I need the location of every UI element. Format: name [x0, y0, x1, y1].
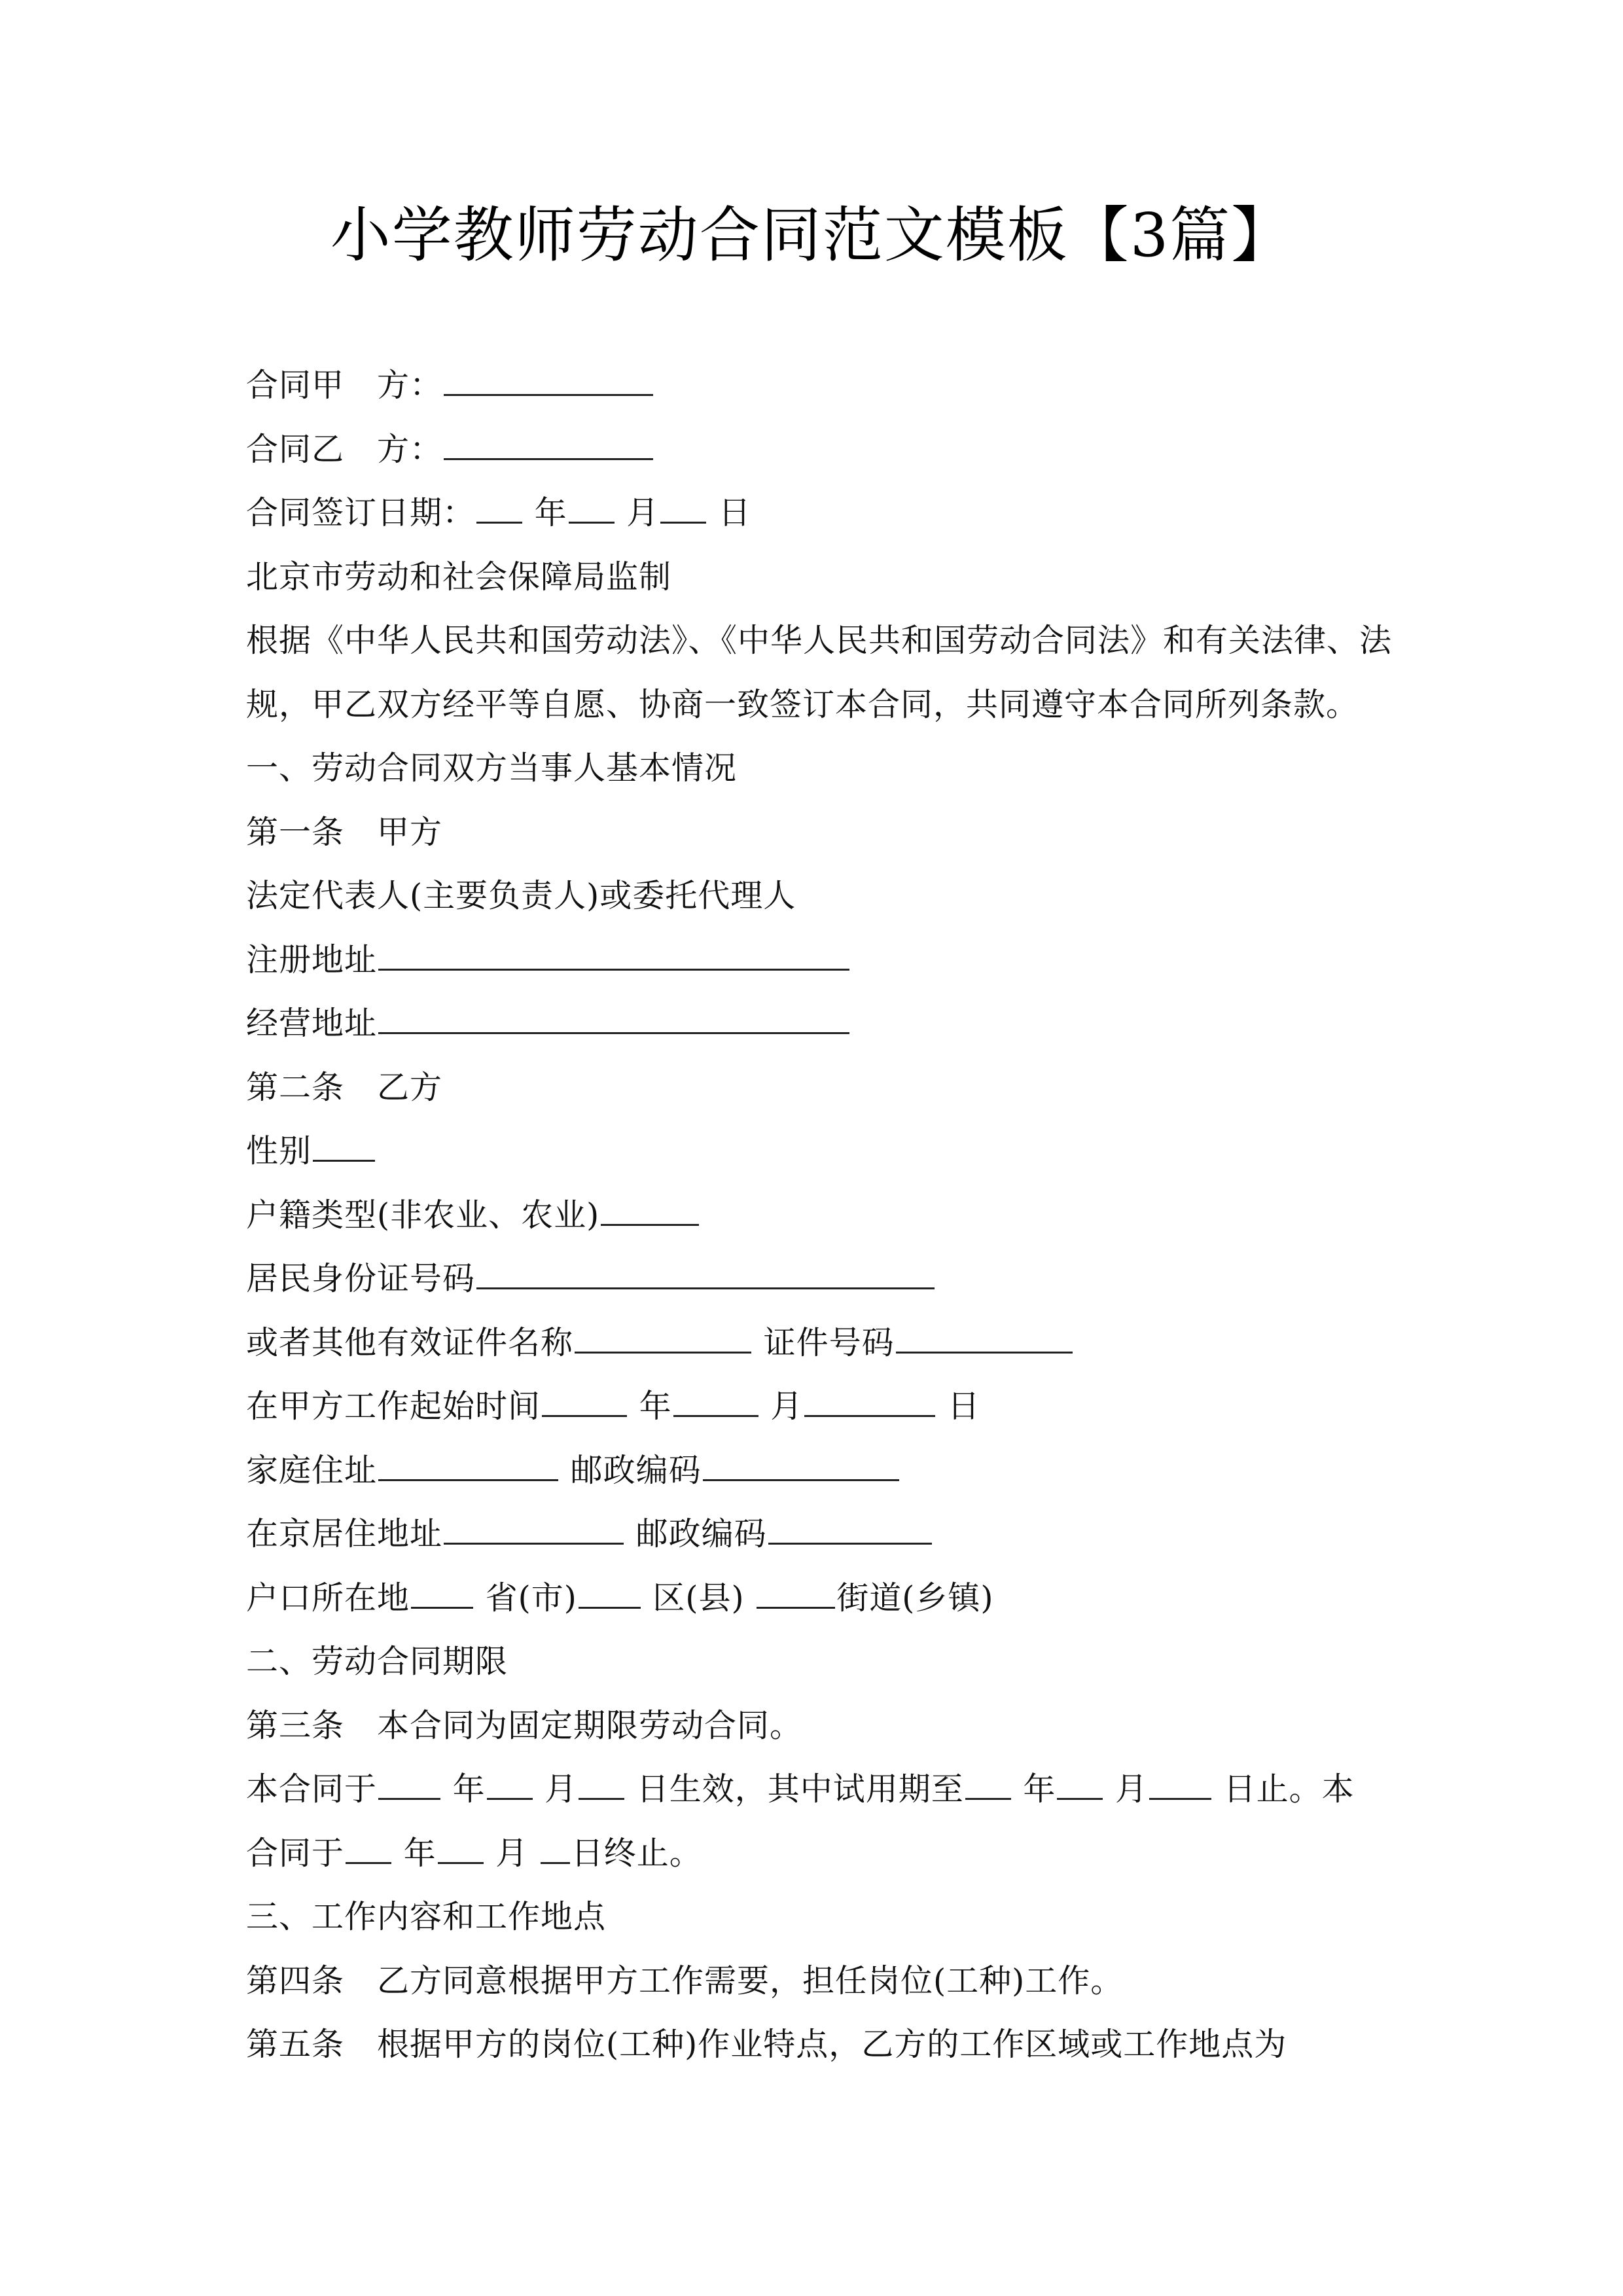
sign-day-blank[interactable] — [660, 495, 706, 524]
section-2-heading: 二、劳动合同期限 — [246, 1643, 508, 1680]
hukou-label: 户口所在地 — [246, 1579, 410, 1617]
year-label: 年 — [639, 1388, 672, 1425]
business-address-blank[interactable] — [378, 1006, 849, 1034]
registered-address-label: 注册地址 — [246, 941, 378, 978]
month-label: 月 — [544, 1770, 578, 1808]
other-id-line — [246, 1311, 1385, 1375]
start-month-blank[interactable] — [673, 1389, 758, 1417]
end-day-blank[interactable] — [541, 1836, 570, 1864]
end-date-line — [246, 1821, 1385, 1886]
section-1-heading: 一、劳动合同双方当事人基本情况 — [246, 749, 738, 787]
hukou-province-blank[interactable] — [411, 1581, 473, 1609]
beijing-address-line — [246, 1502, 1385, 1566]
effective-month-blank[interactable] — [487, 1772, 533, 1800]
id-number-blank[interactable] — [476, 1261, 935, 1289]
probation-end: 日止。本 — [1223, 1770, 1355, 1808]
home-postcode-blank[interactable] — [703, 1453, 899, 1481]
id-number-label: 居民身份证号码 — [246, 1260, 476, 1297]
party-b-blank[interactable] — [444, 432, 653, 460]
id-no-blank[interactable] — [896, 1325, 1073, 1354]
end-year-blank[interactable] — [346, 1836, 391, 1864]
registered-address-blank[interactable] — [378, 942, 849, 971]
sign-year-blank[interactable] — [476, 495, 522, 524]
preamble-line-2: 规，甲乙双方经平等自愿、协商一致签订本合同，共同遵守本合同所列条款。 — [246, 685, 1359, 723]
gender-line — [246, 1119, 1385, 1183]
document-body — [246, 353, 1393, 2077]
party-a-label: 合同甲 方： — [246, 367, 443, 404]
other-id-label: 或者其他有效证件名称 — [246, 1323, 574, 1361]
street-label: 街道(乡镇) — [836, 1579, 994, 1617]
other-id-blank[interactable] — [575, 1325, 751, 1354]
household-type-line — [246, 1183, 1385, 1247]
district-label: 区(县) — [652, 1579, 745, 1617]
end-prefix: 合同于 — [246, 1834, 345, 1872]
article-1: 第一条 甲方 — [246, 813, 443, 851]
start-time-label: 在甲方工作起始时间 — [246, 1388, 541, 1425]
article-5: 第五条 根据甲方的岗位(工种)作业特点，乙方的工作区域或工作地点为 — [246, 2026, 1287, 2063]
legal-rep: 法定代表人(主要负责人)或委托代理人 — [246, 877, 796, 914]
party-b-label: 合同乙 方： — [246, 430, 443, 468]
article-3: 第三条 本合同为固定期限劳动合同。 — [246, 1706, 803, 1744]
year-label: 年 — [534, 494, 567, 531]
postcode-label: 邮政编码 — [570, 1451, 702, 1489]
supervised-by: 北京市劳动和社会保障局监制 — [246, 558, 672, 596]
article-2: 第二条 乙方 — [246, 1068, 443, 1106]
party-a-line — [246, 353, 1385, 418]
sign-date-line — [246, 481, 1385, 545]
year-label: 年 — [403, 1834, 437, 1872]
home-address-label: 家庭住址 — [246, 1451, 378, 1489]
probation-year-blank[interactable] — [965, 1772, 1011, 1800]
effective-mid: 日生效，其中试用期至 — [636, 1770, 964, 1808]
effective-date-line — [246, 1757, 1385, 1821]
beijing-postcode-blank[interactable] — [768, 1516, 932, 1545]
article-4: 第四条 乙方同意根据甲方工作需要，担任岗位(工种)工作。 — [246, 1962, 1124, 2000]
year-label: 年 — [1023, 1770, 1056, 1808]
party-a-blank[interactable] — [444, 368, 653, 396]
effective-prefix: 本合同于 — [246, 1770, 378, 1808]
document-title: 小学教师劳动合同范文模板【3篇】 — [330, 200, 1293, 270]
section-3-heading: 三、工作内容和工作地点 — [246, 1898, 607, 1935]
month-label: 月 — [770, 1388, 804, 1425]
business-address-label: 经营地址 — [246, 1005, 378, 1042]
sign-date-label: 合同签订日期： — [246, 494, 476, 531]
home-address-blank[interactable] — [378, 1453, 558, 1481]
year-label: 年 — [452, 1770, 486, 1808]
effective-year-blank[interactable] — [378, 1772, 440, 1800]
beijing-address-label: 在京居住地址 — [246, 1515, 443, 1552]
hukou-line — [246, 1566, 1385, 1630]
home-address-line — [246, 1439, 1385, 1503]
month-label: 月 — [1115, 1770, 1148, 1808]
probation-month-blank[interactable] — [1057, 1772, 1103, 1800]
day-label: 日 — [718, 494, 751, 531]
start-time-line — [246, 1374, 1385, 1439]
party-b-line — [246, 418, 1385, 482]
household-type-blank[interactable] — [601, 1198, 699, 1226]
business-address-line — [246, 992, 1385, 1056]
postcode-label: 邮政编码 — [635, 1515, 767, 1552]
effective-day-blank[interactable] — [579, 1772, 624, 1800]
gender-label: 性别 — [246, 1132, 312, 1170]
hukou-street-blank[interactable] — [757, 1581, 835, 1609]
sign-month-blank[interactable] — [569, 495, 615, 524]
end-suffix: 日终止。 — [571, 1834, 702, 1872]
probation-day-blank[interactable] — [1149, 1772, 1211, 1800]
start-day-blank[interactable] — [804, 1389, 935, 1417]
start-year-blank[interactable] — [542, 1389, 627, 1417]
hukou-district-blank[interactable] — [579, 1581, 641, 1609]
month-label: 月 — [495, 1834, 529, 1872]
province-label: 省(市) — [485, 1579, 577, 1617]
preamble-line-1: 根据《中华人民共和国劳动法》、《中华人民共和国劳动合同法》和有关法律、法 — [246, 622, 1393, 659]
household-type-label: 户籍类型(非农业、农业) — [246, 1196, 600, 1234]
end-month-blank[interactable] — [438, 1836, 484, 1864]
registered-address-line — [246, 928, 1385, 992]
day-label: 日 — [947, 1388, 980, 1425]
gender-blank[interactable] — [313, 1134, 375, 1162]
month-label: 月 — [626, 494, 660, 531]
beijing-address-blank[interactable] — [444, 1516, 624, 1545]
id-no-label: 证件号码 — [763, 1323, 895, 1361]
id-number-line — [246, 1247, 1385, 1311]
